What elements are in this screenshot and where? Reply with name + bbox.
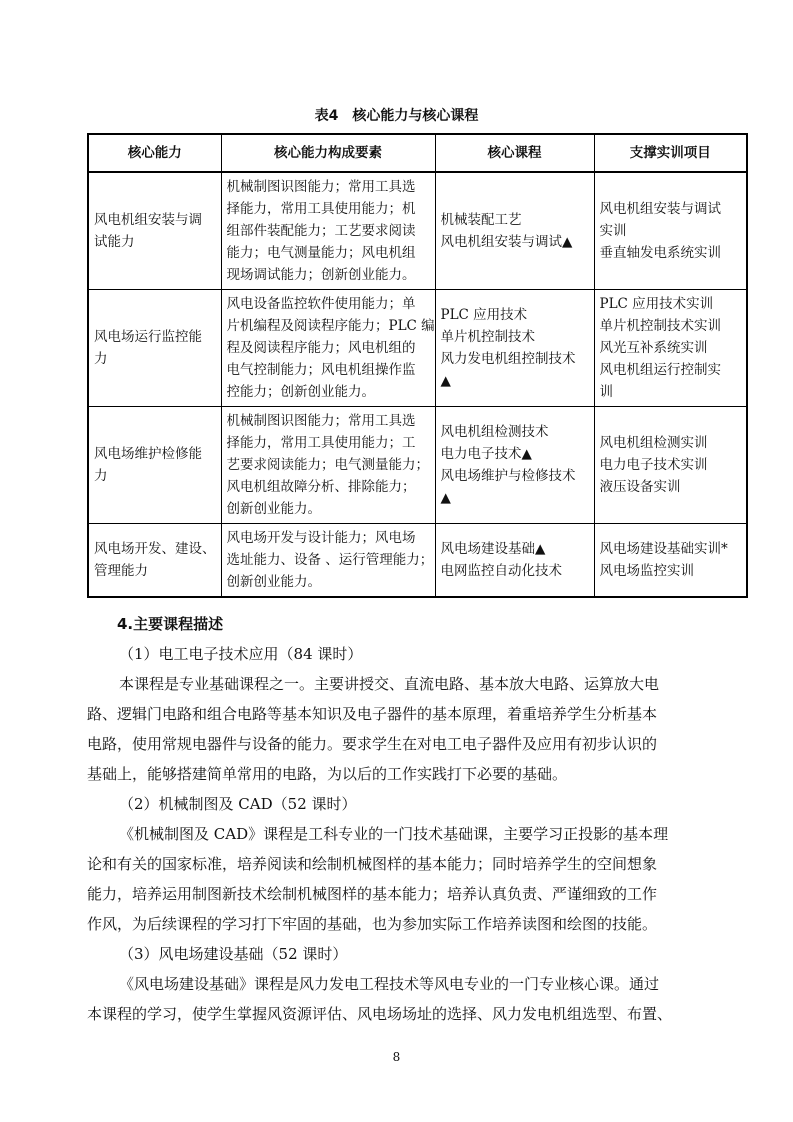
cell-line: 实训	[599, 223, 627, 239]
cell-line: 力	[94, 468, 108, 484]
cell-line: 风电机组检测技术	[440, 424, 549, 440]
cell-line: 管理能力	[94, 563, 148, 579]
courses-cell	[435, 290, 594, 407]
header-training-projects: 支撑实训项目	[594, 134, 747, 172]
table-row	[88, 172, 747, 290]
paragraph-line: 路、逻辑门电路和组合电路等基本知识及电子器件的基本原理，着重培养学生分析基本	[87, 705, 658, 723]
cell-line: 电网监控自动化技术	[440, 563, 562, 579]
cell-line: 风力发电机组控制技术	[440, 351, 576, 367]
cell-line: 风电设备监控软件使用能力；单	[226, 296, 416, 312]
training-cell	[594, 524, 747, 598]
table-row	[88, 290, 747, 407]
course-descriptions	[87, 639, 747, 1029]
cell-line: 风电机组安装与调	[94, 212, 202, 228]
cell-line: 创新创业能力。	[226, 501, 321, 517]
ability-cell	[88, 407, 221, 524]
cell-line: 垂直轴发电系统实训	[599, 245, 721, 261]
ability-cell	[88, 290, 221, 407]
course-heading: （2）机械制图及 CAD（52 课时）	[119, 795, 357, 813]
cell-line: ▲	[440, 373, 451, 389]
cell-line: 风电场建设基础▲	[440, 541, 546, 557]
courses-cell	[435, 407, 594, 524]
cell-line: 电力电子技术▲	[440, 446, 532, 462]
paragraph-line: 论和有关的国家标准，培养阅读和绘制机械图样的基本能力；同时培养学生的空间想象	[87, 855, 658, 873]
cell-line: 机械制图识图能力；常用工具选	[226, 413, 416, 429]
table-caption: 表4 核心能力与核心课程	[314, 108, 479, 124]
cell-line: 艺要求阅读能力；电气测量能力；	[226, 457, 429, 473]
table-header-row	[88, 134, 747, 172]
cell-line: 机械装配工艺	[440, 212, 522, 228]
cell-line: 现场调试能力；创新创业能力。	[226, 267, 416, 283]
header-core-ability: 核心能力	[88, 134, 221, 172]
cell-line: 程及阅读程序能力；风电机组的	[226, 340, 416, 356]
paragraph-line: 能力，培养运用制图新技术绘制机械图样的基本能力；培养认真负责、严谨细致的工作	[87, 885, 658, 903]
courses-cell	[435, 172, 594, 290]
header-ability-elements: 核心能力构成要素	[221, 134, 435, 172]
cell-line: 风电场开发、建设、	[94, 541, 216, 557]
cell-line: 风电机组安装与调试	[599, 201, 721, 217]
cell-line: 风电场开发与设计能力；风电场	[226, 530, 416, 546]
cell-line: PLC 应用技术	[440, 307, 528, 323]
cell-line: 风电机组运行控制实	[599, 362, 721, 378]
cell-line: 组部件装配能力；工艺要求阅读	[226, 223, 416, 239]
cell-line: 片机编程及阅读程序能力；PLC 编	[226, 318, 435, 334]
training-cell	[594, 407, 747, 524]
paragraph-line: 基础上，能够搭建简单常用的电路，为以后的工作实践打下必要的基础。	[87, 765, 568, 783]
cell-line: 能力；电气测量能力；风电机组	[226, 245, 416, 261]
cell-line: 风电机组安装与调试▲	[440, 234, 573, 250]
cell-line: 电力电子技术实训	[599, 457, 708, 473]
course-heading: （3）风电场建设基础（52 课时）	[119, 945, 348, 963]
cell-line: 风电场运行监控能	[94, 329, 202, 345]
cell-line: 风电场维护检修能	[94, 446, 202, 462]
elements-cell	[221, 407, 435, 524]
elements-cell	[221, 290, 435, 407]
ability-cell	[88, 172, 221, 290]
cell-line: 液压设备实训	[599, 479, 681, 495]
cell-line: 力	[94, 351, 108, 367]
cell-line: 单片机控制技术	[440, 329, 535, 345]
section-title: 4.主要课程描述	[117, 615, 224, 633]
cell-line: 选址能力、设备 、运行管理能力；	[226, 552, 434, 568]
core-ability-table	[87, 133, 748, 598]
paragraph-line: 本课程的学习，使学生掌握风资源评估、风电场场址的选择、风力发电机组选型、布置、	[87, 1005, 673, 1023]
paragraph-line: 《机械制图及 CAD》课程是工科专业的一门技术基础课，主要学习正投影的基本理	[119, 825, 669, 843]
paragraph-line: 《风电场建设基础》课程是风力发电工程技术等风电专业的一门专业核心课。通过	[119, 975, 660, 993]
table-row	[88, 524, 747, 598]
cell-line: 风电场维护与检修技术	[440, 468, 576, 484]
page-number: 8	[392, 1050, 401, 1064]
paragraph-line: 本课程是专业基础课程之一。主要讲授交、直流电路、基本放大电路、运算放大电	[119, 675, 660, 693]
ability-cell	[88, 524, 221, 598]
cell-line: 电气控制能力；风电机组操作监	[226, 362, 416, 378]
header-core-courses: 核心课程	[435, 134, 594, 172]
cell-line: 试能力	[94, 234, 135, 250]
elements-cell	[221, 172, 435, 290]
cell-line: 单片机控制技术实训	[599, 318, 721, 334]
cell-line: PLC 应用技术实训	[599, 296, 714, 312]
cell-line: 风电机组检测实训	[599, 435, 708, 451]
cell-line: 机械制图识图能力；常用工具选	[226, 179, 416, 195]
cell-line: 风电场建设基础实训*	[599, 541, 728, 557]
cell-line: 创新创业能力。	[226, 574, 321, 590]
table-row	[88, 407, 747, 524]
cell-line: 风电场监控实训	[599, 563, 694, 579]
cell-line: 风光互补系统实训	[599, 340, 708, 356]
cell-line: 训	[599, 384, 613, 400]
courses-cell	[435, 524, 594, 598]
course-heading: （1）电工电子技术应用（84 课时）	[119, 645, 363, 663]
cell-line: 控能力；创新创业能力。	[226, 384, 375, 400]
cell-line: 择能力，常用工具使用能力；工	[226, 435, 416, 451]
cell-line: ▲	[440, 490, 451, 506]
training-cell	[594, 290, 747, 407]
paragraph-line: 电路，使用常规电器件与设备的能力。要求学生在对电工电子器件及应用有初步认识的	[87, 735, 658, 753]
cell-line: 风电机组故障分析、排除能力；	[226, 479, 416, 495]
cell-line: 择能力，常用工具使用能力；机	[226, 201, 416, 217]
training-cell	[594, 172, 747, 290]
elements-cell	[221, 524, 435, 598]
paragraph-line: 作风，为后续课程的学习打下牢固的基础，也为参加实际工作培养读图和绘图的技能。	[87, 915, 658, 933]
